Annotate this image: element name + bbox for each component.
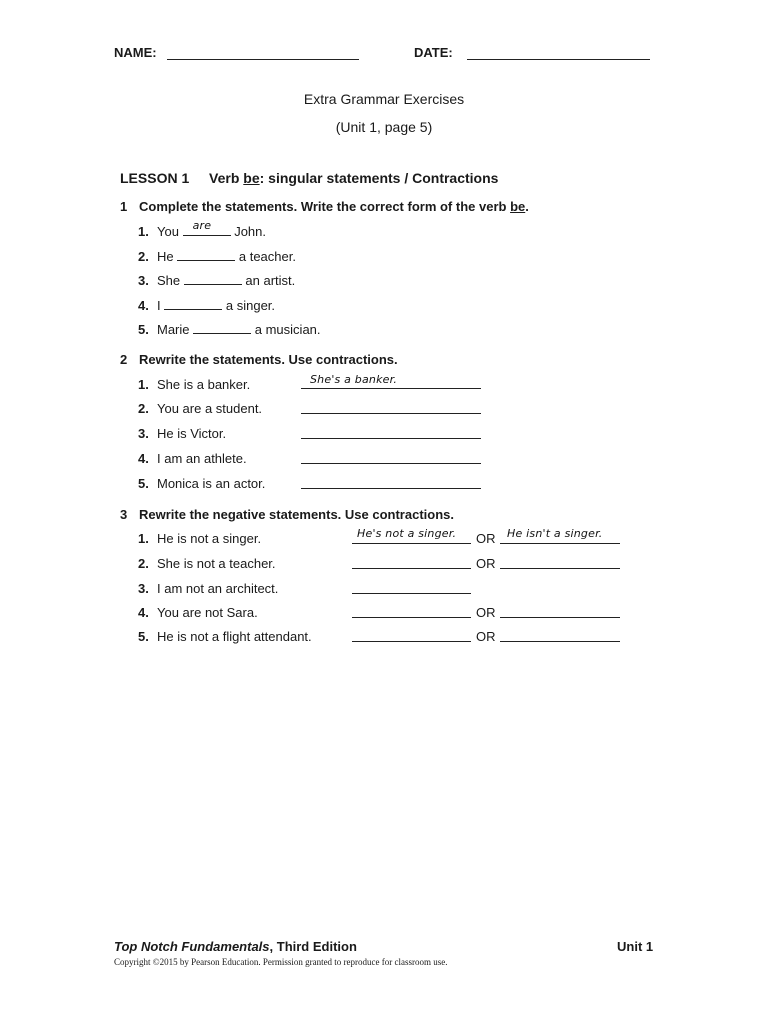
item-text: I am an athlete. bbox=[157, 451, 247, 466]
item-rest: an artist. bbox=[245, 273, 296, 288]
exercise-1-period: . bbox=[525, 199, 529, 214]
name-blank[interactable] bbox=[167, 59, 359, 60]
ex3-item-2-blank-2[interactable] bbox=[500, 568, 620, 569]
exercise-2-instruction-text: Rewrite the statements. Use contractions. bbox=[139, 352, 398, 367]
item-subject: She bbox=[157, 273, 181, 288]
item-number: 2. bbox=[138, 401, 149, 416]
item-text: You are a student. bbox=[157, 401, 263, 416]
ex3-item-5-blank-2[interactable] bbox=[500, 641, 620, 642]
copyright-notice: Copyright ©2015 by Pearson Education. Permission granted to reproduce for classroom use. bbox=[114, 957, 448, 967]
ex3-item-1-blank-2[interactable] bbox=[500, 543, 620, 544]
lesson-label: LESSON 1 bbox=[120, 170, 190, 186]
ex1-item-1 bbox=[138, 219, 266, 239]
ex1-item-2-blank[interactable] bbox=[177, 248, 235, 261]
ex3-item-2 bbox=[138, 556, 276, 571]
worksheet-title: Extra Grammar Exercises bbox=[303, 91, 465, 107]
item-text: She is not a teacher. bbox=[157, 556, 276, 571]
ex3-item-1 bbox=[138, 531, 261, 546]
item-subject: I bbox=[157, 298, 161, 313]
worksheet-subtitle: (Unit 1, page 5) bbox=[335, 119, 433, 135]
item-rest: a singer. bbox=[225, 298, 276, 313]
item-text: She is a banker. bbox=[157, 377, 251, 392]
ex3-item-4-blank-1[interactable] bbox=[352, 617, 471, 618]
ex2-item-3-blank[interactable] bbox=[301, 438, 481, 439]
lesson-topic: : singular statements / Contractions bbox=[259, 170, 499, 186]
ex1-item-1-blank[interactable] bbox=[183, 219, 231, 236]
item-number: 5. bbox=[138, 476, 149, 491]
exercise-3-number: 3 bbox=[120, 507, 128, 522]
item-text: Monica is an actor. bbox=[157, 476, 266, 491]
item-text: He is Victor. bbox=[157, 426, 227, 441]
exercise-2-number: 2 bbox=[120, 352, 128, 367]
ex1-item-5 bbox=[138, 321, 321, 337]
item-subject: Marie bbox=[157, 322, 190, 337]
ex2-item-2 bbox=[138, 401, 262, 416]
ex3-item-4-blank-2[interactable] bbox=[500, 617, 620, 618]
date-blank[interactable] bbox=[467, 59, 650, 60]
ex1-item-2 bbox=[138, 248, 296, 264]
ex2-item-5-blank[interactable] bbox=[301, 488, 481, 489]
ex2-item-3 bbox=[138, 426, 226, 441]
name-label: NAME: bbox=[114, 45, 157, 60]
footer-unit: Unit 1 bbox=[617, 939, 654, 954]
ex2-item-4 bbox=[138, 451, 247, 466]
item-text: He is not a singer. bbox=[157, 531, 262, 546]
ex1-item-4-blank[interactable] bbox=[164, 297, 222, 310]
book-edition: , Third Edition bbox=[269, 939, 357, 954]
item-subject: You bbox=[157, 224, 179, 239]
exercise-1-verb-be: be bbox=[510, 199, 526, 214]
ex2-item-5 bbox=[138, 476, 265, 491]
ex3-item-4 bbox=[138, 605, 258, 620]
item-text: I am not an architect. bbox=[157, 581, 279, 596]
item-rest: a musician. bbox=[254, 322, 321, 337]
ex3-item-1-blank-1[interactable] bbox=[352, 543, 471, 544]
ex1-item-1-answer: are bbox=[192, 219, 212, 232]
item-rest: John. bbox=[234, 224, 266, 239]
item-number: 3. bbox=[138, 273, 149, 288]
item-subject: He bbox=[157, 249, 174, 264]
item-number: 1. bbox=[138, 377, 149, 392]
ex1-item-3-blank[interactable] bbox=[184, 272, 242, 285]
ex3-item-2-blank-1[interactable] bbox=[352, 568, 471, 569]
ex3-item-3 bbox=[138, 581, 278, 596]
date-label: DATE: bbox=[414, 45, 453, 60]
ex2-item-2-blank[interactable] bbox=[301, 413, 481, 414]
item-number: 3. bbox=[138, 581, 149, 596]
item-text: He is not a flight attendant. bbox=[157, 629, 312, 644]
exercise-2-instruction bbox=[120, 352, 398, 367]
ex1-item-5-blank[interactable] bbox=[193, 321, 251, 334]
ex2-item-1-blank[interactable] bbox=[301, 388, 481, 389]
item-number: 1. bbox=[138, 224, 149, 239]
ex3-item-5-blank-1[interactable] bbox=[352, 641, 471, 642]
exercise-1-instruction-text: Complete the statements. Write the correct form of the verb bbox=[139, 199, 507, 214]
ex2-item-1 bbox=[138, 377, 250, 392]
item-text: You are not Sara. bbox=[157, 605, 258, 620]
item-number: 5. bbox=[138, 629, 149, 644]
item-number: 4. bbox=[138, 605, 149, 620]
item-number: 2. bbox=[138, 556, 149, 571]
exercise-1-number: 1 bbox=[120, 199, 128, 214]
lesson-be: be bbox=[243, 170, 260, 186]
or-label: OR bbox=[476, 531, 496, 546]
or-label: OR bbox=[476, 556, 496, 571]
item-number: 4. bbox=[138, 451, 149, 466]
ex1-item-4 bbox=[138, 297, 275, 313]
item-number: 4. bbox=[138, 298, 149, 313]
ex3-item-5 bbox=[138, 629, 312, 644]
or-label: OR bbox=[476, 605, 496, 620]
lesson-heading bbox=[120, 170, 498, 186]
ex3-item-1-answer-1: He's not a singer. bbox=[357, 527, 457, 540]
ex2-item-4-blank[interactable] bbox=[301, 463, 481, 464]
ex3-item-3-blank-1[interactable] bbox=[352, 593, 471, 594]
exercise-3-instruction bbox=[120, 507, 454, 522]
item-rest: a teacher. bbox=[238, 249, 296, 264]
footer-book-title bbox=[114, 939, 357, 954]
item-number: 1. bbox=[138, 531, 149, 546]
exercise-3-instruction-text: Rewrite the negative statements. Use contractions. bbox=[139, 507, 454, 522]
ex2-item-1-answer: She's a banker. bbox=[310, 373, 398, 386]
lesson-verb: Verb bbox=[209, 170, 240, 186]
exercise-1-instruction bbox=[120, 199, 529, 214]
item-number: 2. bbox=[138, 249, 149, 264]
or-label: OR bbox=[476, 629, 496, 644]
item-number: 3. bbox=[138, 426, 149, 441]
book-title: Top Notch Fundamentals bbox=[114, 939, 270, 954]
ex3-item-1-answer-2: He isn't a singer. bbox=[507, 527, 603, 540]
ex1-item-3 bbox=[138, 272, 295, 288]
item-number: 5. bbox=[138, 322, 149, 337]
